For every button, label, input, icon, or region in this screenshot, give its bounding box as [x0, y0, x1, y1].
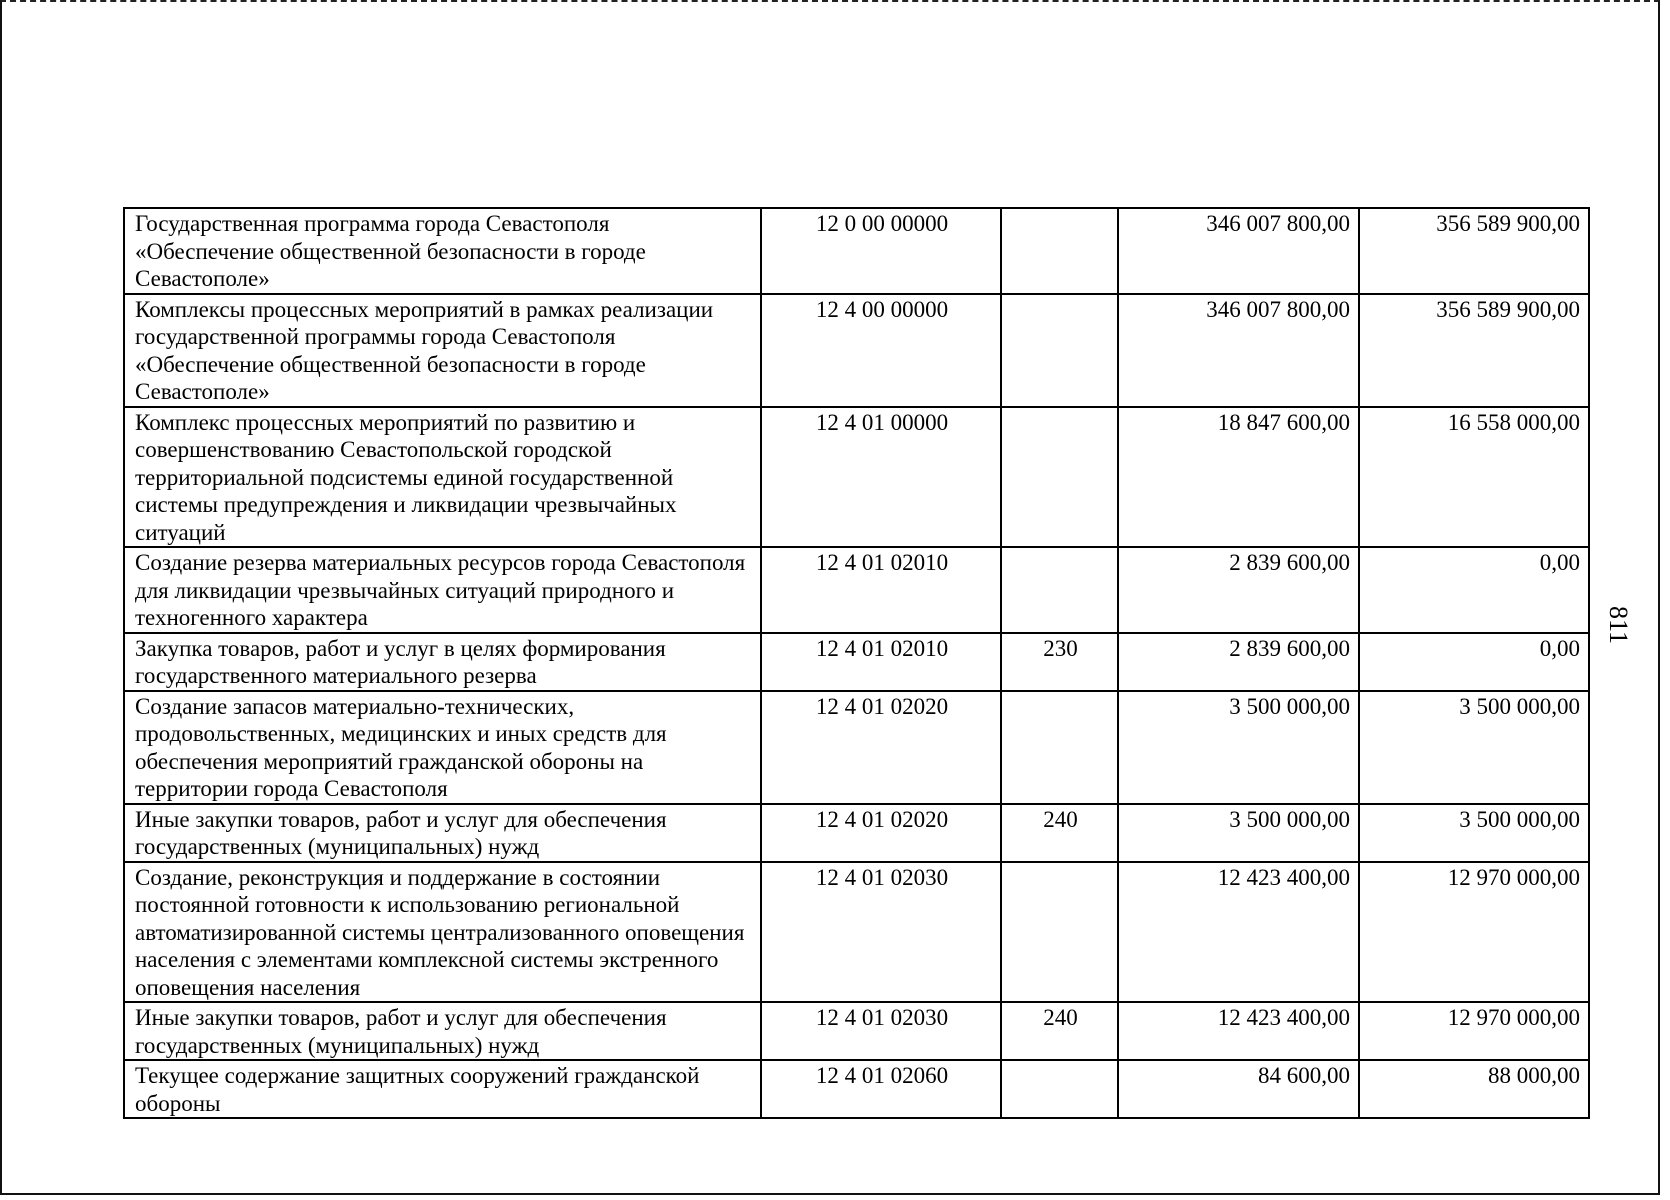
row-amount-year1: 3 500 000,00 [1118, 804, 1359, 862]
row-vr-code [1001, 547, 1118, 633]
budget-table [123, 207, 1590, 1119]
row-name: Закупка товаров, работ и услуг в целях формирования государственного материального резерва [124, 633, 761, 691]
row-csr-code: 12 4 00 00000 [761, 294, 1001, 407]
row-vr-code [1001, 294, 1118, 407]
row-amount-year2: 12 970 000,00 [1359, 862, 1589, 1003]
row-csr-code: 12 4 01 02030 [761, 862, 1001, 1003]
row-name: Создание резерва материальных ресурсов города Севастополя для ликвидации чрезвычайных ситуаций природного и техногенного характера [124, 547, 761, 633]
table-row [124, 208, 1589, 294]
table-row [124, 1002, 1589, 1060]
row-amount-year1: 346 007 800,00 [1118, 208, 1359, 294]
row-name: Комплекс процессных мероприятий по развитию и совершенствованию Севастопольской городской территориальной подсистемы единой государственной системы предупреждения и ликвидации чрезвычайных ситуаций [124, 407, 761, 548]
row-amount-year2: 0,00 [1359, 633, 1589, 691]
table-row [124, 407, 1589, 548]
row-csr-code: 12 4 01 02010 [761, 547, 1001, 633]
row-amount-year2: 3 500 000,00 [1359, 804, 1589, 862]
row-csr-code: 12 4 01 02030 [761, 1002, 1001, 1060]
row-name: Создание, реконструкция и поддержание в состоянии постоянной готовности к использованию региональной автоматизированной системы централизованного оповещения населения с элементами комплексной системы экстренного оповещения населения [124, 862, 761, 1003]
row-vr-code [1001, 691, 1118, 804]
row-name: Текущее содержание защитных сооружений гражданской обороны [124, 1060, 761, 1118]
row-amount-year1: 346 007 800,00 [1118, 294, 1359, 407]
row-amount-year2: 88 000,00 [1359, 1060, 1589, 1118]
table-row [124, 294, 1589, 407]
row-vr-code: 240 [1001, 1002, 1118, 1060]
table-row [124, 633, 1589, 691]
row-amount-year1: 3 500 000,00 [1118, 691, 1359, 804]
table-row [124, 1060, 1589, 1118]
table-row [124, 862, 1589, 1003]
row-amount-year2: 16 558 000,00 [1359, 407, 1589, 548]
table-row [124, 691, 1589, 804]
row-name: Иные закупки товаров, работ и услуг для обеспечения государственных (муниципальных) нужд [124, 1002, 761, 1060]
row-amount-year2: 356 589 900,00 [1359, 294, 1589, 407]
page-number: 811 [1604, 605, 1633, 645]
row-name: Государственная программа города Севастополя «Обеспечение общественной безопасности в городе Севастополе» [124, 208, 761, 294]
row-amount-year1: 2 839 600,00 [1118, 633, 1359, 691]
row-csr-code: 12 4 01 02020 [761, 804, 1001, 862]
row-amount-year1: 12 423 400,00 [1118, 1002, 1359, 1060]
row-vr-code [1001, 1060, 1118, 1118]
row-amount-year2: 356 589 900,00 [1359, 208, 1589, 294]
row-csr-code: 12 4 01 02020 [761, 691, 1001, 804]
row-amount-year1: 18 847 600,00 [1118, 407, 1359, 548]
row-csr-code: 12 4 01 02010 [761, 633, 1001, 691]
row-name: Комплексы процессных мероприятий в рамках реализации государственной программы города Севастополя «Обеспечение общественной безопасности в городе Севастополе» [124, 294, 761, 407]
row-amount-year1: 2 839 600,00 [1118, 547, 1359, 633]
row-vr-code [1001, 407, 1118, 548]
row-amount-year2: 0,00 [1359, 547, 1589, 633]
row-name: Создание запасов материально-технических, продовольственных, медицинских и иных средств для обеспечения мероприятий гражданской обороны на территории города Севастополя [124, 691, 761, 804]
row-amount-year1: 84 600,00 [1118, 1060, 1359, 1118]
row-vr-code: 230 [1001, 633, 1118, 691]
row-amount-year2: 12 970 000,00 [1359, 1002, 1589, 1060]
row-vr-code [1001, 208, 1118, 294]
row-vr-code [1001, 862, 1118, 1003]
row-name: Иные закупки товаров, работ и услуг для обеспечения государственных (муниципальных) нужд [124, 804, 761, 862]
row-csr-code: 12 0 00 00000 [761, 208, 1001, 294]
row-csr-code: 12 4 01 00000 [761, 407, 1001, 548]
table-row [124, 547, 1589, 633]
row-amount-year2: 3 500 000,00 [1359, 691, 1589, 804]
row-vr-code: 240 [1001, 804, 1118, 862]
row-amount-year1: 12 423 400,00 [1118, 862, 1359, 1003]
row-csr-code: 12 4 01 02060 [761, 1060, 1001, 1118]
table-row [124, 804, 1589, 862]
